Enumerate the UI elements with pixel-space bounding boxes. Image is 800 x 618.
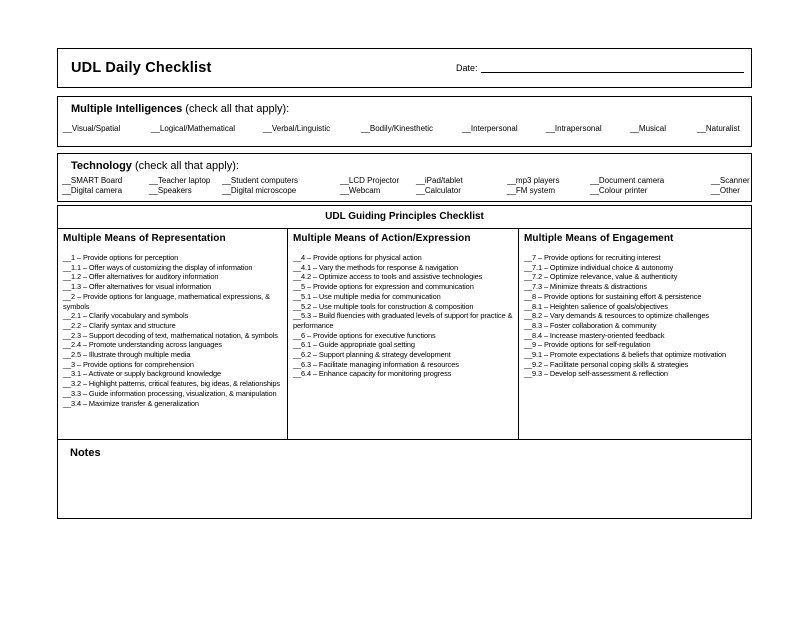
column-items — [524, 253, 747, 379]
section-multiple-intelligences — [57, 96, 752, 147]
date-blank-line — [481, 63, 744, 73]
checklist-item: __8.4 – Increase mastery-oriented feedback — [524, 330, 665, 340]
checklist-item: __8 – Provide options for sustaining effort & persistence — [524, 291, 702, 301]
tech-item: __SMART Board — [62, 176, 123, 185]
mi-item: __Musical — [630, 124, 667, 133]
checklist-item: __3.4 – Maximize transfer & generalization — [63, 398, 199, 408]
checklist-item: __3.3 – Guide information processing, visualization, & manipulation — [63, 388, 277, 398]
tech-column — [149, 176, 210, 196]
checklist-item: __3 – Provide options for comprehension — [63, 359, 194, 369]
checklist-item: __9.2 – Facilitate personal coping skills & strategies — [524, 359, 689, 369]
page-title: UDL Daily Checklist — [71, 60, 212, 76]
mi-item: __Verbal/Linguistic — [263, 124, 331, 133]
tech-column — [62, 176, 122, 196]
checklist-item: __9.3 – Develop self-assessment & reflection — [524, 369, 668, 379]
checklist-item: __1.2 – Offer alternatives for auditory information — [63, 272, 219, 282]
heading-bold: Multiple Intelligences — [71, 103, 183, 115]
udl-principles-table — [57, 205, 752, 519]
checklist-item: __5.3 – Build fluencies with graduated levels of support for practice & performance — [293, 311, 513, 330]
notes-heading: Notes — [70, 447, 101, 459]
checklist-item: __7.2 – Optimize relevance, value & authenticity — [524, 272, 678, 282]
udl-table-title: UDL Guiding Principles Checklist — [58, 206, 751, 229]
mi-item: __Interpersonal — [462, 124, 518, 133]
checklist-item: __2.2 – Clarify syntax and structure — [63, 320, 176, 330]
tech-item: __LCD Projector — [340, 176, 400, 185]
checklist-item: __6 – Provide options for executive functions — [293, 330, 436, 340]
heading-note: (check all that apply): — [182, 103, 290, 115]
column-heading: Multiple Means of Action/Expression — [293, 233, 471, 244]
tech-column — [340, 176, 399, 196]
mi-item: __Bodily/Kinesthetic — [361, 124, 434, 133]
mi-item: __Naturalist — [697, 124, 740, 133]
checklist-item: __5.2 – Use multiple tools for construction & composition — [293, 301, 474, 311]
tech-item: __Digital camera — [62, 186, 123, 195]
column-representation — [58, 229, 287, 439]
document-header — [57, 48, 752, 88]
tech-item: __Colour printer — [590, 186, 648, 195]
checklist-item: __4.1 – Vary the methods for response & navigation — [293, 262, 458, 272]
checklist-item: __2.4 – Promote understanding across languages — [63, 340, 222, 350]
checklist-item: __9.1 – Promote expectations & beliefs that optimize motivation — [524, 350, 726, 360]
tech-item: __Student computers — [222, 176, 299, 185]
checklist-item: __8.2 – Vary demands & resources to optimize challenges — [524, 311, 709, 321]
checklist-item: __6.1 – Guide appropriate goal setting — [293, 340, 415, 350]
checklist-item: __8.3 – Foster collaboration & community — [524, 320, 657, 330]
checklist-item: __1.3 – Offer alternatives for visual information — [63, 282, 212, 292]
heading-note: (check all that apply): — [131, 160, 239, 172]
tech-column — [222, 176, 298, 196]
multiple-intelligences-heading — [71, 103, 289, 115]
tech-item: __Calculator — [416, 186, 461, 195]
udl-columns — [58, 229, 751, 440]
tech-item: __Webcam — [340, 186, 381, 195]
tech-item: __FM system — [507, 186, 556, 195]
mi-item: __Visual/Spatial — [63, 124, 121, 133]
checklist-item: __7.3 – Minimize threats & distractions — [524, 282, 648, 292]
column-action-expression — [287, 229, 518, 439]
checklist-item: __7 – Provide options for recruiting interest — [524, 253, 661, 262]
checklist-item: __2.5 – Illustrate through multiple media — [63, 350, 191, 360]
section-notes — [58, 440, 751, 519]
multiple-intelligences-items — [58, 124, 751, 136]
tech-item: __Scanner — [711, 176, 750, 185]
checklist-item: __5 – Provide options for expression and communication — [293, 282, 474, 292]
mi-item: __Logical/Mathematical — [151, 124, 236, 133]
tech-item: __Teacher laptop — [149, 176, 211, 185]
technology-heading — [71, 160, 239, 172]
checklist-item: __9 – Provide options for self-regulation — [524, 340, 651, 350]
checklist-item: __1 – Provide options for perception — [63, 253, 179, 262]
date-field — [456, 63, 744, 73]
tech-item: __Document camera — [590, 176, 665, 185]
column-items — [63, 253, 283, 408]
column-heading: Multiple Means of Engagement — [524, 233, 674, 244]
checklist-item: __7.1 – Optimize individual choice & autonomy — [524, 262, 674, 272]
heading-bold: Technology — [71, 160, 132, 172]
checklist-item: __2.3 – Support decoding of text, mathematical notation, & symbols — [63, 330, 278, 340]
date-label: Date: — [456, 63, 478, 73]
column-engagement — [518, 229, 751, 439]
checklist-item: __6.3 – Facilitate managing information & resources — [293, 359, 459, 369]
checklist-item: __6.4 – Enhance capacity for monitoring progress — [293, 369, 452, 379]
tech-column — [711, 176, 750, 196]
checklist-item: __6.2 – Support planning & strategy development — [293, 350, 451, 360]
mi-item: __Intrapersonal — [546, 124, 602, 133]
tech-item: __Other — [711, 186, 740, 195]
column-items — [293, 253, 514, 379]
checklist-item: __8.1 – Heighten salience of goals/objectives — [524, 301, 668, 311]
checklist-item: __4.2 – Optimize access to tools and assistive technologies — [293, 272, 483, 282]
tech-item: __Digital microscope — [222, 186, 297, 195]
checklist-item: __3.2 – Highlight patterns, critical features, big ideas, & relationships — [63, 379, 281, 389]
checklist-item: __2.1 – Clarify vocabulary and symbols — [63, 311, 189, 321]
tech-column — [507, 176, 559, 196]
tech-item: __mp3 players — [507, 176, 560, 185]
tech-item: __iPad/tablet — [416, 176, 463, 185]
tech-column — [416, 176, 463, 196]
tech-column — [590, 176, 664, 196]
section-technology — [57, 153, 752, 202]
checklist-item: __4 – Provide options for physical action — [293, 253, 422, 262]
checklist-item: __5.1 – Use multiple media for communication — [293, 291, 441, 301]
tech-item: __Speakers — [149, 186, 192, 195]
column-heading: Multiple Means of Representation — [63, 233, 226, 244]
checklist-item: __3.1 – Activate or supply background knowledge — [63, 369, 222, 379]
checklist-item: __1.1 – Offer ways of customizing the display of information — [63, 262, 253, 272]
checklist-item: __2 – Provide options for language, mathematical expressions, & symbols — [63, 291, 270, 311]
